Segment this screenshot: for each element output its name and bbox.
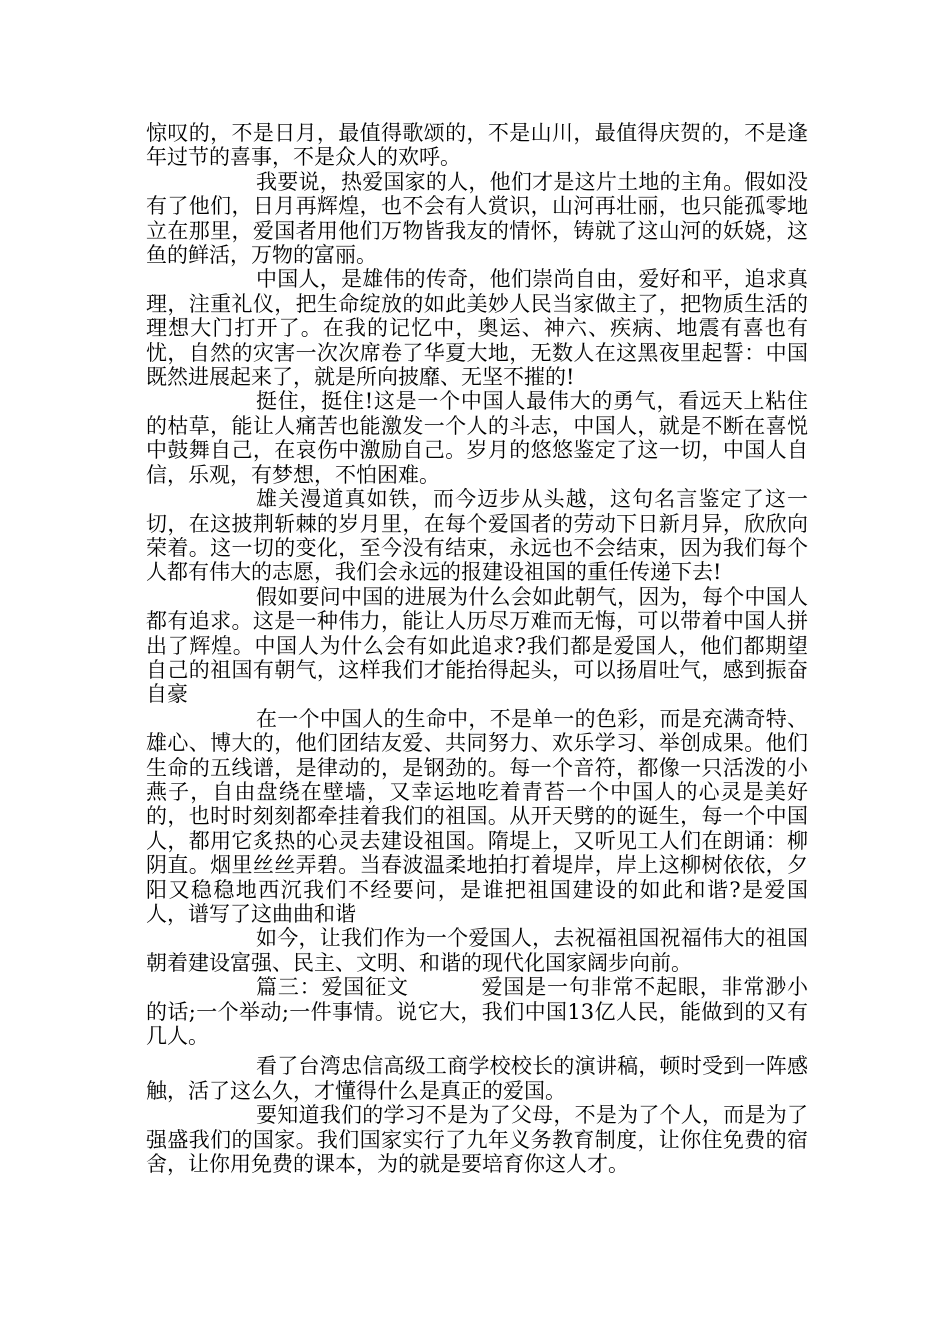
paragraph-1: 惊叹的，不是日月，最值得歌颂的，不是山川，最值得庆贺的，不是逢年过节的喜事，不是众人的欢呼。	[146, 121, 808, 170]
paragraph-9: 看了台湾忠信高级工商学校校长的演讲稿，顿时受到一阵感触，活了这么久，才懂得什么是真正的爱国。	[146, 1054, 808, 1103]
section-first-paragraph: 爱国是一句非常不起眼，非常渺小的话;一个举动;一件事情。说它大，我们中国13亿人民，能做到的又有几人。	[146, 975, 809, 1049]
paragraph-2: 我要说，热爱国家的人，他们才是这片土地的主角。假如没有了他们，日月再辉煌，也不会有人赏识，山河再壮丽，也只能孤零地立在那里，爱国者用他们万物皆我友的情怀，铸就了这山河的妖娆，这鱼的鲜活，万物的富丽。	[146, 169, 808, 268]
paragraph-10: 要知道我们的学习不是为了父母，不是为了个人，而是为了强盛我们的国家。我们国家实行了九年义务教育制度，让你住免费的宿舍，让你用免费的课本，为的就是要培育你这人才。	[146, 1103, 808, 1177]
paragraph-8: 如今，让我们作为一个爱国人，去祝福祖国祝福伟大的祖国朝着建设富强、民主、文明、和谐的现代化国家阔步向前。	[146, 926, 808, 975]
document-body	[146, 121, 808, 1176]
paragraph-6: 假如要问中国的进展为什么会如此朝气，因为，每个中国人都有追求。这是一种伟力，能让人历尽万难而无悔，可以带着中国人拼出了辉煌。中国人为什么会有如此追求?我们都是爱国人，他们都期望自己的祖国有朝气，这样我们才能抬得起头，可以扬眉吐气，感到振奋自豪	[146, 584, 808, 707]
section-title: 篇三：爱国征文	[256, 975, 409, 1000]
section-paragraph	[146, 975, 808, 1048]
paragraph-7: 在一个中国人的生命中，不是单一的色彩，而是充满奇特、雄心、博大的，他们团结友爱、共同努力、欢乐学习、举创成果。他们生命的五线谱，是律动的，是钢劲的。每一个音符，都像一只活泼的小燕子，自由盘绕在壁墙，又幸运地吃着青苔一个中国人的心灵是美好的，也时时刻刻都牵挂着我们的祖国。从开天劈的的诞生，每一个中国人，都用它炙热的心灵去建设祖国。隋堤上，又听见工人们在朗诵：柳阴直。烟里丝丝弄碧。当春波温柔地拍打着堤岸，岸上这柳树依依，夕阳又稳稳地西沉我们不经要问，是谁把祖国建设的如此和谐?是爱国人，谱写了这曲曲和谐	[146, 706, 808, 926]
paragraph-4: 挺住，挺住!这是一个中国人最伟大的勇气，看远天上粘住的枯草，能让人痛苦也能激发一个人的斗志，中国人，就是不断在喜悦中鼓舞自己，在哀伤中激励自己。岁月的悠悠鉴定了这一切，中国人自信，乐观，有梦想，不怕困难。	[146, 389, 808, 487]
paragraph-3: 中国人，是雄伟的传奇，他们崇尚自由，爱好和平，追求真理，注重礼仪，把生命绽放的如此美妙人民当家做主了，把物质生活的理想大门打开了。在我的记忆中，奥运、神六、疾病、地震有喜也有忧，自然的灾害一次次席卷了华夏大地，无数人在这黑夜里起誓：中国既然进展起来了，就是所向披靡、无坚不摧的!	[146, 267, 808, 390]
paragraph-5: 雄关漫道真如铁，而今迈步从头越，这句名言鉴定了这一切，在这披荆斩棘的岁月里，在每个爱国者的劳动下日新月异，欣欣向荣着。这一切的变化，至今没有结束，永远也不会结束，因为我们每个人都有伟大的志愿，我们会永远的报建设祖国的重任传递下去!	[146, 487, 808, 585]
